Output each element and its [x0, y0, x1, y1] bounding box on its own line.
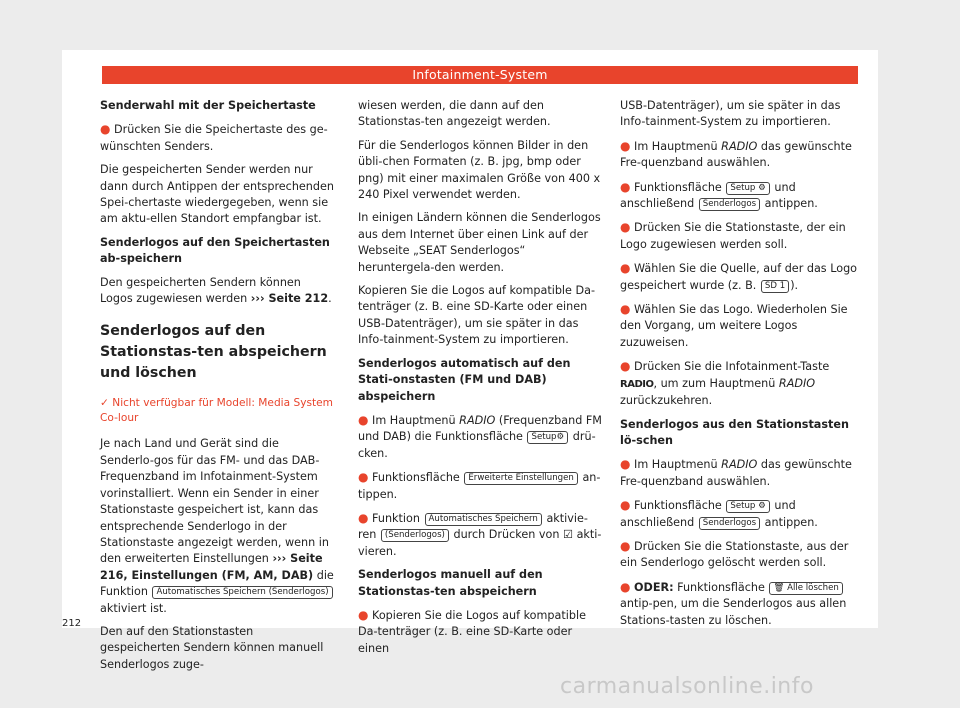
setup-key-label: Setup ⚙	[726, 182, 769, 195]
watermark: carmanualsonline.info	[560, 674, 814, 699]
availability-note: ✓ Nicht verfügbar für Modell: Media System Co-lour	[100, 397, 333, 425]
page-reference: ››› Seite 216, Einstellungen (FM, AM, DAB)	[100, 552, 323, 582]
subheading-manuell: Senderlogos manuell auf den Stationstas-ten abspeichern	[358, 568, 543, 598]
paragraph: Den auf den Stationstasten gespeicherten Sendern können manuell Senderlogos zuge-	[100, 624, 324, 671]
function-key-label: SD 1	[761, 280, 789, 293]
setup-icon: ⚙	[758, 501, 766, 512]
bullet-dot-icon: ●	[620, 220, 631, 235]
bullet-item: ● Im Hauptmenü RADIO das gewünschte Fre-quenzband auswählen.	[620, 457, 852, 488]
bullet-item: ● Funktionsfläche Setup ⚙ und anschließend Senderlogos antippen.	[620, 498, 818, 529]
checkmark-icon: ✓	[100, 397, 109, 410]
bullet-dot-icon: ●	[620, 138, 631, 153]
paragraph: In einigen Ländern können die Senderlogos aus dem Internet über einen Link auf der Webseite „SEAT Senderlogos“ heruntergela-den werden.	[358, 211, 601, 274]
page-number: 212	[62, 618, 82, 629]
page-reference: ››› Seite 212	[250, 292, 329, 306]
bullet-item: ● Kopieren Sie die Logos auf kompatible Da-tenträger (z. B. eine SD-Karte oder einen	[358, 607, 586, 655]
bullet-item: ● Drücken Sie die Stationstaste, aus der ein Senderlogo gelöscht werden soll.	[620, 538, 849, 570]
bullet-dot-icon: ●	[358, 412, 369, 427]
bullet-dot-icon: ●	[100, 122, 111, 137]
bullet-item: ● Funktion Automatisches Speichern aktivie-ren (Senderlogos) durch Drücken von ☑ akti-vieren.	[358, 510, 602, 558]
paragraph: Für die Senderlogos können Bilder in den übli-chen Formaten (z. B. jpg, bmp oder png) mit einer maximalen Größe von 400 x 240 Pixel verwendet werden.	[358, 138, 601, 202]
subheading-automatisch: Senderlogos automatisch auf den Stati-onstasten (FM und DAB) abspeichern	[358, 356, 571, 403]
setup-key-label: Setup ⚙	[726, 500, 769, 513]
bullet-dot-icon: ●	[620, 302, 631, 317]
function-key-label: Automatisches Speichern (Senderlogos)	[152, 586, 332, 599]
bullet-dot-icon: ●	[620, 538, 631, 553]
column-3	[620, 98, 864, 629]
function-key-label: Automatisches Speichern	[425, 513, 542, 526]
delete-all-key-label: 🗑 Alle löschen	[769, 582, 842, 595]
bullet-item: ● Funktionsfläche Setup ⚙ und anschließend Senderlogos antippen.	[620, 179, 818, 211]
bullet-item: ● Im Hauptmenü RADIO (Frequenzband FM und DAB) die Funktionsfläche Setup⚙ drü-cken.	[358, 412, 602, 460]
chapter-header: Infotainment-System	[102, 66, 858, 84]
setup-icon: ⚙	[758, 182, 766, 193]
bullet-item: ● Wählen Sie die Quelle, auf der das Logo gespeichert wurde (z. B. SD 1 ).	[620, 261, 858, 292]
bullet-dot-icon: ●	[358, 470, 369, 485]
bullet-dot-icon: ●	[620, 179, 631, 194]
column-2	[358, 98, 604, 657]
paragraph: Den gespeicherten Sendern können Logos zugewiesen werden ››› Seite 212.	[100, 275, 332, 306]
bullet-dot-icon: ●	[358, 607, 369, 622]
subheading-loeschen: Senderlogos aus den Stationstasten lö-schen	[620, 417, 849, 447]
bullet-dot-icon: ●	[620, 579, 631, 594]
bullet-item: ● Wählen Sie das Logo. Wiederholen Sie den Vorgang, um weitere Logos zuzuweisen.	[620, 302, 848, 349]
setup-key-label: Setup⚙	[527, 431, 568, 444]
bullet-dot-icon: ●	[358, 510, 369, 525]
paragraph: wiesen werden, die dann auf den Stationstas-ten angezeigt werden.	[358, 99, 551, 129]
bullet-item: ● ODER: Funktionsfläche 🗑 Alle löschen antip-pen, um die Senderlogos aus allen Stations-tasten zu löschen.	[620, 579, 847, 627]
paragraph: Kopieren Sie die Logos auf kompatible Da-tenträger (z. B. eine SD-Karte oder einen USB-Datenträger), um sie später in das Info-tainment-System zu importieren.	[358, 284, 595, 347]
radio-key-label: RADIO	[620, 378, 654, 390]
column-1	[100, 98, 336, 673]
setup-icon: ⚙	[556, 432, 565, 443]
bullet-item: ● Im Hauptmenü RADIO das gewünschte Fre-quenzband auswählen.	[620, 138, 852, 170]
section-title: Senderlogos auf den Stationstas-ten abspeichern und löschen	[100, 323, 327, 382]
paragraph: Die gespeicherten Sender werden nur dann durch Antippen der entsprechenden Spei-chertaste wiedergegeben, wenn sie am aktu-ellen Standort empfangbar ist.	[100, 163, 334, 226]
bullet-item: ● Drücken Sie die Stationstaste, der ein Logo zugewiesen werden soll.	[620, 220, 846, 251]
paragraph: USB-Datenträger), um sie später in das Info-tainment-System zu importieren.	[620, 99, 841, 129]
bullet-dot-icon: ●	[620, 359, 631, 374]
bullet-item: ● Funktionsfläche Erweiterte Einstellungen an-tippen.	[358, 470, 601, 501]
bullet-dot-icon: ●	[620, 261, 631, 276]
function-key-label: Senderlogos	[699, 517, 760, 530]
bullet-item: ● Drücken Sie die Infotainment-Taste RADIO, um zum Hauptmenü RADIO zurückzukehren.	[620, 359, 830, 408]
subheading-senderwahl: Senderwahl mit der Speichertaste	[100, 99, 316, 112]
bullet-dot-icon: ●	[620, 498, 631, 513]
bullet-dot-icon: ●	[620, 457, 631, 472]
function-key-label: Senderlogos	[699, 198, 760, 211]
bullet-item: ● Drücken Sie die Speichertaste des ge-wünschten Senders.	[100, 122, 328, 153]
checkbox-icon: ☑	[562, 528, 574, 542]
function-key-label: Erweiterte Einstellungen	[464, 472, 578, 485]
function-key-label: (Senderlogos)	[381, 529, 449, 542]
subheading-speichertasten: Senderlogos auf den Speichertasten ab-speichern	[100, 235, 330, 266]
manual-page	[62, 50, 878, 671]
paragraph: Je nach Land und Gerät sind die Senderlo-gos für das FM- und das DAB-Frequenzband im Infotainment-System vorinstalliert. Wenn ein Sender in einer Stationstaste gespeichert ist, kann das entsprechende Senderlogo in der Stationstaste angezeigt werden, wenn in den erweiterten Einstellungen ››› Seite 216, Einstellungen (FM, AM, DAB) die Funktion Automatisches Speichern (Senderlogos) aktiviert ist.	[100, 437, 334, 615]
trash-icon: 🗑	[773, 582, 785, 593]
